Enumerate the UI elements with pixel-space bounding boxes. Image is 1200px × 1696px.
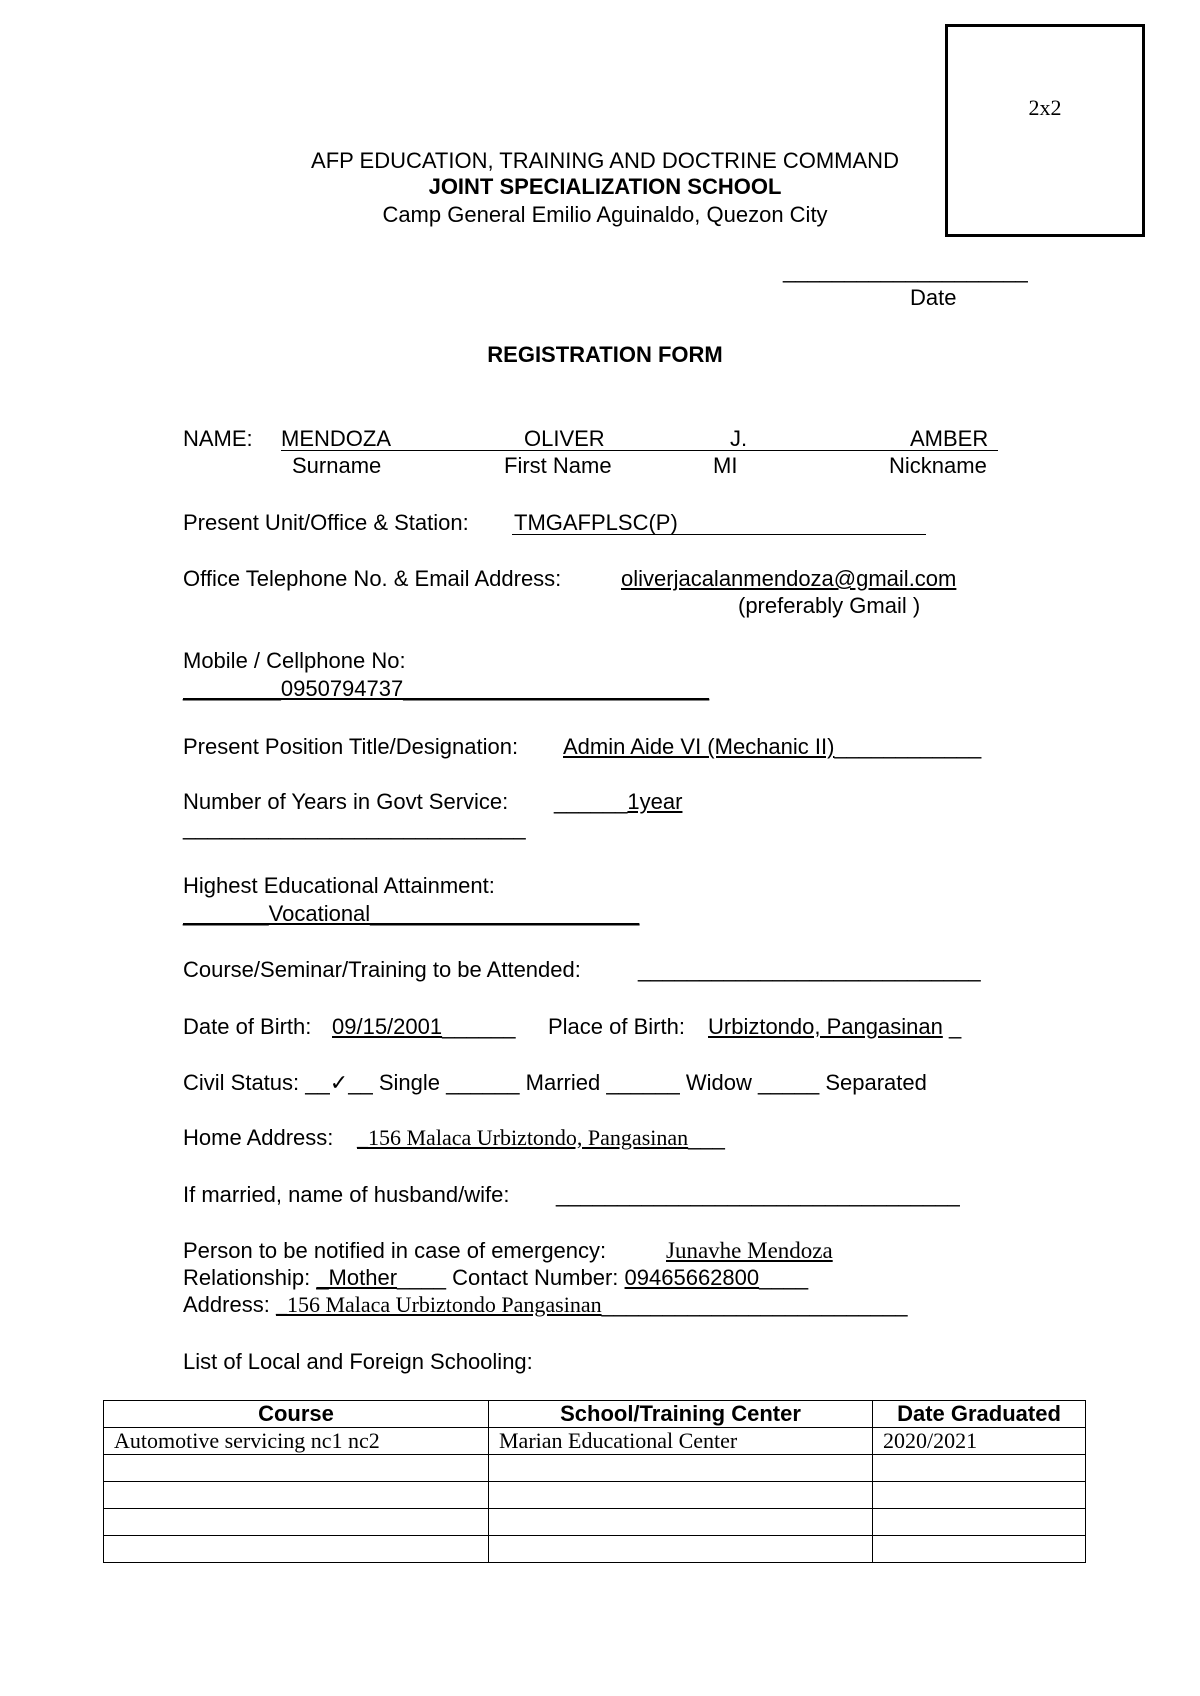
civil-opt-widow: Widow	[685, 1070, 752, 1095]
table-row	[104, 1428, 1086, 1455]
pob-label: Place of Birth:	[548, 1014, 685, 1039]
table-row	[104, 1509, 1086, 1536]
caption-nickname: Nickname	[889, 453, 987, 478]
emergency-address-label: Address:	[183, 1292, 270, 1317]
civil-check-pre: __	[305, 1070, 330, 1095]
contact-tail: ____	[759, 1265, 809, 1290]
civil-blank-separated: _____	[758, 1070, 820, 1095]
cell-date	[873, 1509, 1086, 1536]
email-note: (preferably Gmail )	[738, 593, 921, 618]
civil-blank-widow: ______	[606, 1070, 680, 1095]
dob-tail: ______	[442, 1014, 516, 1039]
check-mark-icon: ✓	[329, 1071, 349, 1096]
name-first: OLIVER	[524, 426, 605, 451]
caption-first-name: First Name	[504, 453, 612, 478]
email-value: oliverjacalanmendoza@gmail.com	[621, 566, 957, 591]
caption-surname: Surname	[292, 453, 382, 478]
course-label: Course/Seminar/Training to be Attended:	[183, 957, 581, 982]
civil-opt-separated: Separated	[825, 1070, 927, 1095]
cell-school	[489, 1482, 873, 1509]
dob-label: Date of Birth:	[183, 1014, 312, 1039]
years-value: 1year	[627, 789, 683, 814]
contact-label: Contact Number:	[452, 1265, 619, 1290]
education-value: _______Vocational______________________	[183, 901, 640, 926]
cell-school	[489, 1509, 873, 1536]
cell-school: Marian Educational Center	[489, 1428, 873, 1455]
pob-tail: _	[948, 1014, 962, 1039]
education-label: Highest Educational Attainment:	[183, 873, 495, 898]
header-school: School/Training Center	[489, 1401, 873, 1428]
schooling-table-header	[104, 1401, 1086, 1428]
years-label: Number of Years in Govt Service:	[183, 789, 509, 814]
date-blank: ____________________	[783, 258, 1028, 283]
position-label: Present Position Title/Designation:	[183, 734, 519, 759]
header-school: JOINT SPECIALIZATION SCHOOL	[428, 174, 782, 199]
header-date-graduated: Date Graduated	[873, 1401, 1086, 1428]
schooling-label: List of Local and Foreign Schooling:	[183, 1349, 533, 1374]
cell-school	[489, 1536, 873, 1563]
civil-blank-married: ______	[446, 1070, 520, 1095]
unit-label: Present Unit/Office & Station:	[183, 510, 469, 535]
home-label: Home Address:	[183, 1125, 334, 1150]
home-value: _156 Malaca Urbiztondo, Pangasinan	[357, 1125, 689, 1150]
relationship-value: _Mother	[316, 1265, 398, 1290]
cell-date	[873, 1536, 1086, 1563]
civil-opt-single: Single	[378, 1070, 440, 1095]
date-label: Date	[910, 285, 957, 310]
emergency-address-tail: _________________________	[601, 1292, 908, 1317]
emergency-value: Junavhe Mendoza	[666, 1238, 833, 1263]
emergency-address-value: _156 Malaca Urbiztondo Pangasinan	[275, 1292, 602, 1317]
table-row	[104, 1455, 1086, 1482]
relationship-label: Relationship:	[183, 1265, 311, 1290]
cell-date	[873, 1482, 1086, 1509]
dob-value: 09/15/2001	[332, 1014, 443, 1039]
name-label: NAME:	[183, 426, 253, 451]
home-tail: ___	[688, 1125, 725, 1150]
civil-status-label: Civil Status:	[183, 1070, 300, 1095]
cell-course	[104, 1536, 489, 1563]
position-tail: ____________	[834, 734, 982, 759]
contact-value: 09465662800	[624, 1265, 760, 1290]
emergency-label: Person to be notified in case of emergency:	[183, 1238, 607, 1263]
header-course: Course	[104, 1401, 489, 1428]
spouse-blank: _________________________________	[556, 1182, 960, 1207]
pob-value: Urbiztondo, Pangasinan	[708, 1014, 943, 1039]
mobile-label: Mobile / Cellphone No:	[183, 648, 406, 673]
email-label: Office Telephone No. & Email Address:	[183, 566, 562, 591]
form-title: REGISTRATION FORM	[487, 342, 723, 367]
header-location: Camp General Emilio Aguinaldo, Quezon City	[382, 202, 828, 227]
cell-course	[104, 1482, 489, 1509]
cell-course	[104, 1509, 489, 1536]
years-prefix: ______	[554, 789, 628, 814]
photo-box-label: 2x2	[1028, 95, 1062, 120]
cell-course: Automotive servicing nc1 nc2	[104, 1428, 489, 1455]
name-nickname: AMBER	[910, 426, 989, 451]
mobile-value: ________0950794737_________________________	[183, 676, 710, 701]
table-row	[104, 1536, 1086, 1563]
schooling-table	[103, 1400, 1086, 1563]
spouse-label: If married, name of husband/wife:	[183, 1182, 510, 1207]
cell-date	[873, 1455, 1086, 1482]
header-command: AFP EDUCATION, TRAINING AND DOCTRINE COMMAND	[311, 148, 899, 173]
table-row	[104, 1482, 1086, 1509]
civil-opt-married: Married	[525, 1070, 601, 1095]
cell-course	[104, 1455, 489, 1482]
civil-check-post: __	[348, 1070, 373, 1095]
photo-box	[945, 24, 1145, 237]
position-value: Admin Aide VI (Mechanic II)	[563, 734, 835, 759]
cell-date: 2020/2021	[873, 1428, 1086, 1455]
cell-school	[489, 1455, 873, 1482]
caption-mi: MI	[713, 453, 738, 478]
course-blank: ____________________________	[638, 957, 981, 982]
name-surname: MENDOZA	[281, 426, 391, 451]
years-line2: ____________________________	[183, 815, 526, 840]
relationship-tail: ____	[397, 1265, 446, 1290]
name-mi: J.	[730, 426, 748, 451]
unit-value: TMGAFPLSC(P)	[514, 510, 678, 535]
